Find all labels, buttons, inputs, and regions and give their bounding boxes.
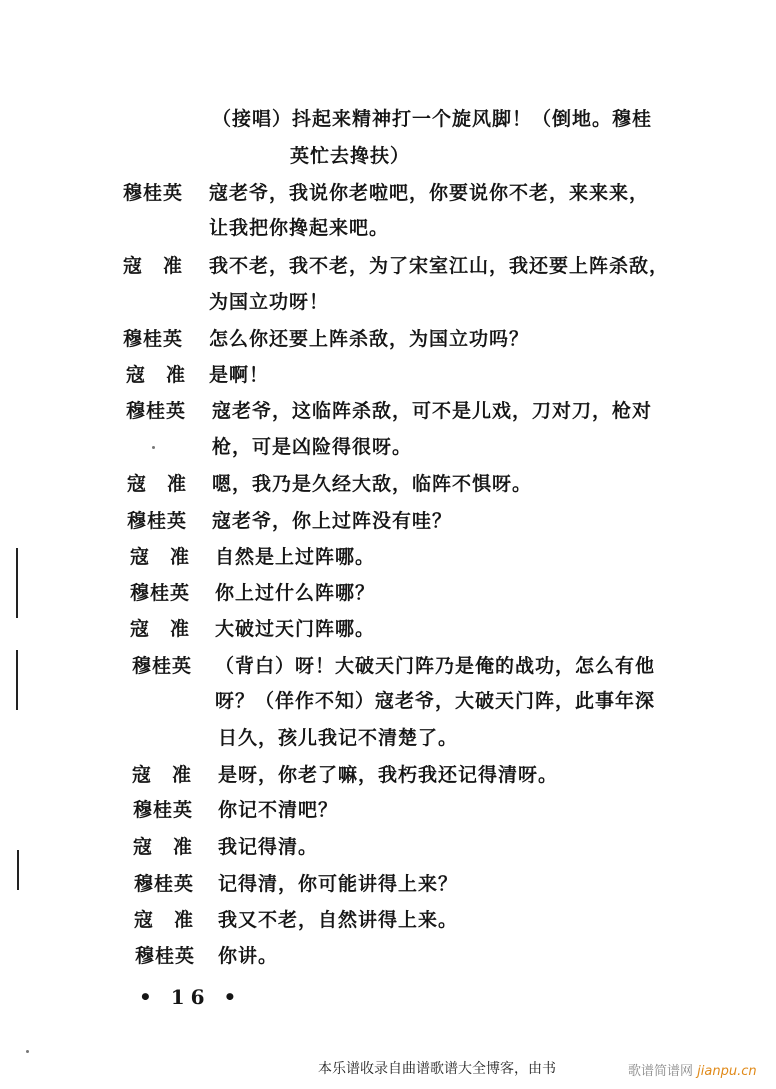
dialogue-line: 你记不清吧？ — [218, 799, 339, 821]
speaker: 寇 准 — [133, 836, 194, 858]
dialogue-line: 大破过天门阵哪。 — [215, 618, 376, 640]
scan-speck — [26, 1050, 29, 1053]
speaker: 穆桂英 — [132, 655, 193, 677]
dialogue-line: 嗯，我乃是久经大敌，临阵不惧呀。 — [212, 473, 533, 495]
speaker: 寇 准 — [123, 255, 184, 277]
scan-speck — [152, 446, 155, 449]
dialogue-line: 记得清，你可能讲得上来？ — [218, 873, 459, 895]
dialogue-line: 你上过什么阵哪？ — [215, 582, 376, 604]
speaker: 穆桂英 — [123, 328, 184, 350]
dialogue-line: （背白）呀！大破天门阵乃是俺的战功，怎么有他 — [215, 655, 656, 677]
dialogue-line: 怎么你还要上阵杀敌，为国立功吗？ — [209, 328, 530, 350]
dialogue-line: 寇老爷，你上过阵没有哇？ — [212, 510, 453, 532]
dialogue-line: 为国立功呀！ — [209, 291, 330, 313]
scan-edge-mark — [16, 548, 18, 618]
page-number: • 16 • — [139, 985, 243, 1009]
speaker: 寇 准 — [127, 473, 188, 495]
dialogue-line: 寇老爷，我说你老啦吧，你要说你不老，来来来， — [209, 182, 650, 204]
speaker: 寇 准 — [126, 364, 187, 386]
dialogue-line: 自然是上过阵哪。 — [215, 546, 376, 568]
speaker: 穆桂英 — [134, 873, 195, 895]
scan-edge-mark — [16, 650, 18, 710]
speaker: 穆桂英 — [127, 510, 188, 532]
dialogue-line: 我不老，我不老，为了宋室江山，我还要上阵杀敌， — [209, 255, 670, 277]
speaker: 寇 准 — [134, 909, 195, 931]
speaker: 穆桂英 — [133, 799, 194, 821]
speaker: 穆桂英 — [130, 582, 191, 604]
stage-direction-line-2: 英忙去搀扶） — [290, 145, 411, 167]
stage-direction-line-1: （接唱）抖起来精神打一个旋风脚！（倒地。穆桂 — [212, 108, 653, 130]
dialogue-line: 让我把你搀起来吧。 — [209, 217, 390, 239]
watermark-site: 歌谱简谱网 — [628, 1064, 694, 1079]
footer-note: 本乐谱收录自曲谱歌谱大全博客，由书 — [318, 1061, 556, 1077]
speaker: 寇 准 — [130, 618, 191, 640]
dialogue-line: 我记得清。 — [218, 836, 319, 858]
speaker: 穆桂英 — [126, 400, 187, 422]
dialogue-line: 枪，可是凶险得很呀。 — [212, 436, 413, 458]
scan-edge-mark — [17, 850, 19, 890]
dialogue-line: 你讲。 — [218, 945, 279, 967]
speaker: 穆桂英 — [135, 945, 196, 967]
speaker: 寇 准 — [130, 546, 191, 568]
dialogue-line: 是呀，你老了嘛，我朽我还记得清呀。 — [218, 764, 559, 786]
dialogue-line: 寇老爷，这临阵杀敌，可不是儿戏，刀对刀，枪对 — [212, 400, 653, 422]
dialogue-line: 是啊！ — [209, 364, 270, 386]
watermark-url: jianpu.cn — [697, 1064, 757, 1079]
site-watermark — [628, 1060, 757, 1079]
dialogue-line: 我又不老，自然讲得上来。 — [218, 909, 459, 931]
dialogue-line: 日久，孩儿我记不清楚了。 — [218, 727, 459, 749]
speaker: 寇 准 — [132, 764, 193, 786]
speaker: 穆桂英 — [123, 182, 184, 204]
dialogue-line: 呀？（佯作不知）寇老爷，大破天门阵，此事年深 — [215, 690, 656, 712]
